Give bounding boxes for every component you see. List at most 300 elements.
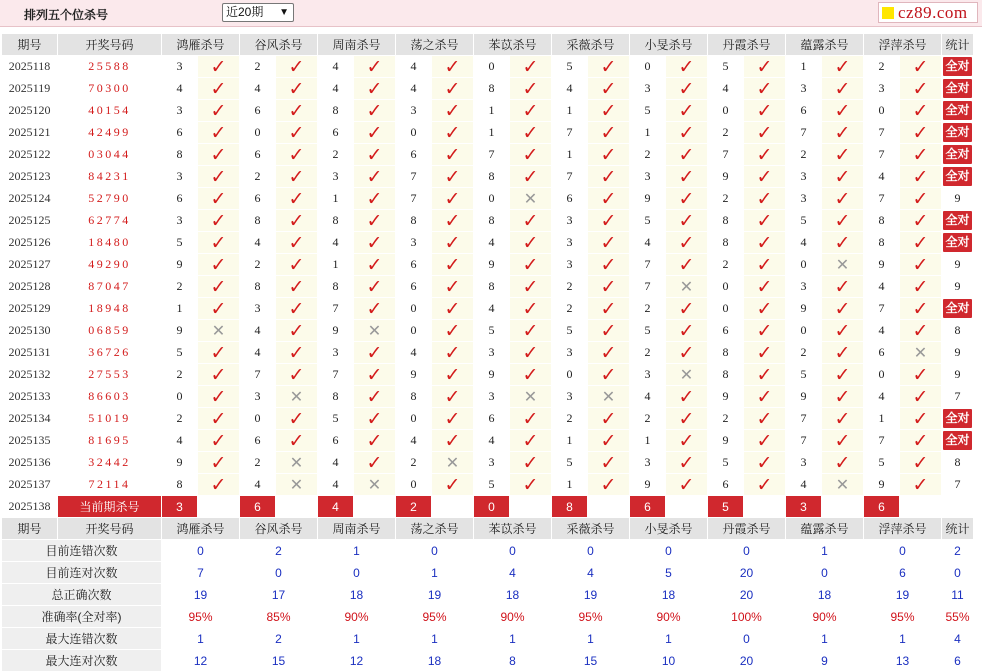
kill-number-cell: 8 xyxy=(396,386,432,408)
kill-number-cell: 3 xyxy=(552,386,588,408)
checkmark-icon: ✓ xyxy=(756,55,773,78)
kill-number-cell: 0 xyxy=(786,320,822,342)
win-number-cell: 49290 xyxy=(58,254,162,276)
stat-value: 4 xyxy=(942,628,974,650)
correct-count: 7 xyxy=(954,389,961,403)
result-cell xyxy=(744,408,786,430)
checkmark-icon: ✓ xyxy=(756,187,773,210)
correct-count: 9 xyxy=(954,279,961,293)
result-cell xyxy=(666,188,708,210)
kill-number-cell: 7 xyxy=(318,298,354,320)
result-cell xyxy=(900,210,942,232)
checkmark-icon: ✓ xyxy=(288,297,305,320)
header-killer[interactable]: 周南杀号 xyxy=(318,518,396,540)
result-cell xyxy=(822,56,864,78)
win-number-cell: 42499 xyxy=(58,122,162,144)
kill-number-cell: 5 xyxy=(162,232,198,254)
kill-number-cell: 6 xyxy=(864,342,900,364)
checkmark-icon: ✓ xyxy=(834,429,851,452)
stat-cell xyxy=(942,254,974,276)
header-killer[interactable]: 蕴露杀号 xyxy=(786,518,864,540)
kill-number-cell: 2 xyxy=(396,452,432,474)
stat-value: 18 xyxy=(318,584,396,606)
stat-cell xyxy=(942,452,974,474)
result-cell xyxy=(510,430,552,452)
kill-number-cell: 7 xyxy=(708,144,744,166)
checkmark-icon: ✓ xyxy=(210,121,227,144)
result-cell xyxy=(276,188,318,210)
kill-number-cell: 9 xyxy=(708,430,744,452)
stat-value: 8 xyxy=(474,650,552,672)
result-cell xyxy=(276,56,318,78)
result-cell xyxy=(822,78,864,100)
kill-number-cell: 7 xyxy=(630,276,666,298)
stat-label: 最大连错次数 xyxy=(2,628,162,650)
kill-number-cell: 7 xyxy=(552,166,588,188)
header-killer[interactable]: 荡之杀号 xyxy=(396,518,474,540)
checkmark-icon: ✓ xyxy=(834,407,851,430)
result-cell xyxy=(276,144,318,166)
checkmark-icon: ✓ xyxy=(444,77,461,100)
stat-cell xyxy=(942,298,974,320)
kill-number-cell: 4 xyxy=(630,232,666,254)
cross-icon: ✕ xyxy=(367,320,382,340)
checkmark-icon: ✓ xyxy=(678,473,695,496)
result-cell xyxy=(510,474,552,496)
stat-value: 6 xyxy=(942,650,974,672)
result-cell xyxy=(822,210,864,232)
correct-count: 9 xyxy=(954,257,961,271)
result-cell xyxy=(900,144,942,166)
kill-number-cell: 6 xyxy=(162,188,198,210)
checkmark-icon: ✓ xyxy=(366,275,383,298)
cross-icon: ✕ xyxy=(523,386,538,406)
result-cell xyxy=(432,474,474,496)
result-cell xyxy=(432,452,474,474)
kill-number-cell: 9 xyxy=(708,166,744,188)
kill-number-cell: 0 xyxy=(864,100,900,122)
kill-number-cell: 7 xyxy=(864,122,900,144)
kill-number-cell: 6 xyxy=(240,188,276,210)
win-number-cell: 86603 xyxy=(58,386,162,408)
kill-number-cell: 3 xyxy=(552,210,588,232)
checkmark-icon: ✓ xyxy=(522,297,539,320)
result-cell xyxy=(432,166,474,188)
result-cell xyxy=(276,166,318,188)
result-cell xyxy=(510,166,552,188)
result-cell xyxy=(666,364,708,386)
stat-cell xyxy=(942,232,974,254)
checkmark-icon: ✓ xyxy=(210,275,227,298)
stat-value: 9 xyxy=(786,650,864,672)
kill-number-cell: 6 xyxy=(708,474,744,496)
kill-number-cell: 6 xyxy=(708,320,744,342)
header-killer[interactable]: 丹霞杀号 xyxy=(708,34,786,56)
kill-number-cell: 3 xyxy=(162,100,198,122)
kill-number-cell: 5 xyxy=(162,342,198,364)
kill-number-cell: 0 xyxy=(396,298,432,320)
header-killer[interactable]: 浮萍杀号 xyxy=(864,518,942,540)
result-cell xyxy=(354,254,396,276)
result-cell xyxy=(900,452,942,474)
checkmark-icon: ✓ xyxy=(444,253,461,276)
table-row xyxy=(2,364,974,386)
stat-cell xyxy=(942,320,974,342)
win-number-cell: 72114 xyxy=(58,474,162,496)
kill-number-cell: 3 xyxy=(474,452,510,474)
stat-value: 0 xyxy=(396,540,474,562)
stat-value: 4 xyxy=(552,562,630,584)
stat-value: 90% xyxy=(786,606,864,628)
period-cell: 2025124 xyxy=(2,188,58,210)
checkmark-icon: ✓ xyxy=(756,275,773,298)
kill-number-cell: 2 xyxy=(630,342,666,364)
checkmark-icon: ✓ xyxy=(288,209,305,232)
header-killer[interactable]: 蕴露杀号 xyxy=(786,34,864,56)
current-kill-number: 3 xyxy=(786,496,822,518)
kill-number-cell: 0 xyxy=(708,276,744,298)
header-killer[interactable]: 采薇杀号 xyxy=(552,518,630,540)
stat-value: 90% xyxy=(474,606,552,628)
checkmark-icon: ✓ xyxy=(600,187,617,210)
kill-number-cell: 3 xyxy=(552,342,588,364)
kill-number-cell: 8 xyxy=(318,386,354,408)
checkmark-icon: ✓ xyxy=(366,99,383,122)
current-empty-cell xyxy=(354,496,396,518)
checkmark-icon: ✓ xyxy=(834,385,851,408)
kill-number-cell: 3 xyxy=(474,386,510,408)
kill-number-cell: 2 xyxy=(162,408,198,430)
result-cell xyxy=(354,386,396,408)
kill-number-cell: 2 xyxy=(630,408,666,430)
current-kill-number: 6 xyxy=(630,496,666,518)
result-cell xyxy=(900,430,942,452)
checkmark-icon: ✓ xyxy=(678,165,695,188)
stat-value: 95% xyxy=(864,606,942,628)
stat-row xyxy=(2,562,974,584)
table-row xyxy=(2,298,974,320)
result-cell xyxy=(198,298,240,320)
result-cell xyxy=(666,78,708,100)
period-cell: 2025126 xyxy=(2,232,58,254)
kill-number-cell: 0 xyxy=(240,122,276,144)
result-cell xyxy=(354,78,396,100)
header-killer[interactable]: 鸿雁杀号 xyxy=(162,518,240,540)
header-killer[interactable]: 荡之杀号 xyxy=(396,34,474,56)
result-cell xyxy=(432,298,474,320)
kill-number-cell: 4 xyxy=(162,430,198,452)
cross-icon: ✕ xyxy=(913,342,928,362)
kill-number-cell: 8 xyxy=(864,210,900,232)
result-cell xyxy=(900,364,942,386)
header-killer[interactable]: 采薇杀号 xyxy=(552,34,630,56)
kill-number-cell: 1 xyxy=(474,122,510,144)
checkmark-icon: ✓ xyxy=(678,143,695,166)
kill-number-cell: 7 xyxy=(786,122,822,144)
kill-number-cell: 3 xyxy=(396,232,432,254)
stat-value: 0 xyxy=(708,628,786,650)
checkmark-icon: ✓ xyxy=(756,297,773,320)
stat-value: 1 xyxy=(552,628,630,650)
kill-number-cell: 3 xyxy=(552,232,588,254)
current-kill-number: 8 xyxy=(552,496,588,518)
period-cell: 2025135 xyxy=(2,430,58,452)
result-cell xyxy=(276,386,318,408)
checkmark-icon: ✓ xyxy=(444,341,461,364)
checkmark-icon: ✓ xyxy=(366,253,383,276)
result-cell xyxy=(822,430,864,452)
current-empty-cell xyxy=(432,496,474,518)
checkmark-icon: ✓ xyxy=(834,363,851,386)
header-killer[interactable]: 谷风杀号 xyxy=(240,34,318,56)
result-cell xyxy=(666,408,708,430)
kill-number-cell: 4 xyxy=(240,232,276,254)
result-cell xyxy=(276,430,318,452)
kill-number-cell: 5 xyxy=(318,408,354,430)
result-cell xyxy=(198,122,240,144)
checkmark-icon: ✓ xyxy=(912,209,929,232)
stat-value: 12 xyxy=(318,650,396,672)
kill-number-cell: 0 xyxy=(864,364,900,386)
result-cell xyxy=(510,188,552,210)
table-row xyxy=(2,56,974,78)
table-row xyxy=(2,254,974,276)
result-cell xyxy=(666,342,708,364)
stat-value: 10 xyxy=(630,650,708,672)
period-cell: 2025123 xyxy=(2,166,58,188)
current-empty-cell xyxy=(276,496,318,518)
top-bar xyxy=(0,0,982,27)
kill-number-cell: 3 xyxy=(552,254,588,276)
header-killer[interactable]: 苯苡杀号 xyxy=(474,34,552,56)
stat-value: 0 xyxy=(162,540,240,562)
kill-number-cell: 5 xyxy=(552,56,588,78)
period-cell: 2025133 xyxy=(2,386,58,408)
kill-number-cell: 5 xyxy=(630,100,666,122)
checkmark-icon: ✓ xyxy=(210,363,227,386)
stat-value: 1 xyxy=(864,628,942,650)
result-cell xyxy=(354,276,396,298)
table-row xyxy=(2,408,974,430)
result-cell xyxy=(588,78,630,100)
kill-number-cell: 2 xyxy=(630,144,666,166)
stat-cell xyxy=(942,144,974,166)
stat-value: 0 xyxy=(552,540,630,562)
checkmark-icon: ✓ xyxy=(522,253,539,276)
site-logo[interactable] xyxy=(878,2,978,23)
result-cell xyxy=(900,56,942,78)
kill-number-cell: 4 xyxy=(240,320,276,342)
header-win-number: 开奖号码 xyxy=(58,518,162,540)
result-cell xyxy=(666,276,708,298)
kill-number-cell: 3 xyxy=(318,342,354,364)
kill-number-cell: 5 xyxy=(552,452,588,474)
kill-number-cell: 6 xyxy=(240,144,276,166)
kill-number-cell: 0 xyxy=(708,100,744,122)
checkmark-icon: ✓ xyxy=(912,297,929,320)
win-number-cell: 70300 xyxy=(58,78,162,100)
header-killer[interactable]: 丹霞杀号 xyxy=(708,518,786,540)
checkmark-icon: ✓ xyxy=(366,297,383,320)
result-cell xyxy=(900,122,942,144)
kill-number-cell: 7 xyxy=(396,166,432,188)
kill-number-cell: 7 xyxy=(864,298,900,320)
checkmark-icon: ✓ xyxy=(756,209,773,232)
kill-number-cell: 7 xyxy=(240,364,276,386)
kill-number-cell: 6 xyxy=(318,122,354,144)
current-kill-number: 6 xyxy=(864,496,900,518)
checkmark-icon: ✓ xyxy=(600,143,617,166)
header-killer[interactable]: 浮萍杀号 xyxy=(864,34,942,56)
header-killer[interactable]: 周南杀号 xyxy=(318,34,396,56)
stat-cell xyxy=(942,342,974,364)
stat-value: 12 xyxy=(162,650,240,672)
header-killer[interactable]: 鸿雁杀号 xyxy=(162,34,240,56)
result-cell xyxy=(510,78,552,100)
stat-cell xyxy=(942,210,974,232)
stat-value: 20 xyxy=(708,584,786,606)
checkmark-icon: ✓ xyxy=(288,407,305,430)
stat-value: 1 xyxy=(474,628,552,650)
win-number-cell: 27553 xyxy=(58,364,162,386)
checkmark-icon: ✓ xyxy=(678,341,695,364)
stat-value: 1 xyxy=(162,628,240,650)
checkmark-icon: ✓ xyxy=(366,231,383,254)
kill-number-cell: 4 xyxy=(708,78,744,100)
result-cell xyxy=(432,100,474,122)
table-row xyxy=(2,78,974,100)
kill-number-cell: 2 xyxy=(786,342,822,364)
result-cell xyxy=(198,408,240,430)
checkmark-icon: ✓ xyxy=(210,231,227,254)
checkmark-icon: ✓ xyxy=(210,143,227,166)
kill-number-cell: 3 xyxy=(240,386,276,408)
checkmark-icon: ✓ xyxy=(600,77,617,100)
kill-number-cell: 1 xyxy=(318,188,354,210)
kill-number-cell: 0 xyxy=(474,188,510,210)
kill-number-cell: 7 xyxy=(864,144,900,166)
header-killer[interactable]: 小旻杀号 xyxy=(630,34,708,56)
stat-value: 95% xyxy=(552,606,630,628)
result-cell xyxy=(900,320,942,342)
kill-number-cell: 6 xyxy=(240,100,276,122)
checkmark-icon: ✓ xyxy=(756,407,773,430)
result-cell xyxy=(666,210,708,232)
result-cell xyxy=(588,474,630,496)
checkmark-icon: ✓ xyxy=(210,209,227,232)
kill-number-cell: 3 xyxy=(630,364,666,386)
header-stat: 统计 xyxy=(942,518,974,540)
checkmark-icon: ✓ xyxy=(444,319,461,342)
current-period-row xyxy=(2,496,974,518)
header-killer[interactable]: 谷风杀号 xyxy=(240,518,318,540)
kill-number-cell: 4 xyxy=(396,342,432,364)
result-cell xyxy=(822,122,864,144)
current-kill-number: 0 xyxy=(474,496,510,518)
all-correct-badge: 全对 xyxy=(943,211,972,230)
stat-value: 95% xyxy=(396,606,474,628)
checkmark-icon: ✓ xyxy=(912,187,929,210)
checkmark-icon: ✓ xyxy=(600,209,617,232)
result-cell xyxy=(276,474,318,496)
result-cell xyxy=(744,254,786,276)
result-cell xyxy=(276,254,318,276)
result-cell xyxy=(744,144,786,166)
result-cell xyxy=(666,166,708,188)
result-cell xyxy=(432,408,474,430)
period-cell: 2025120 xyxy=(2,100,58,122)
result-cell xyxy=(744,276,786,298)
result-cell xyxy=(510,452,552,474)
checkmark-icon: ✓ xyxy=(444,165,461,188)
checkmark-icon: ✓ xyxy=(600,319,617,342)
kill-number-cell: 1 xyxy=(162,298,198,320)
kill-number-cell: 6 xyxy=(552,188,588,210)
result-cell xyxy=(822,474,864,496)
period-cell: 2025127 xyxy=(2,254,58,276)
period-cell: 2025119 xyxy=(2,78,58,100)
stat-value: 4 xyxy=(474,562,552,584)
result-cell xyxy=(354,408,396,430)
checkmark-icon: ✓ xyxy=(912,385,929,408)
checkmark-icon: ✓ xyxy=(522,209,539,232)
period-range-select[interactable] xyxy=(222,3,294,22)
kill-number-cell: 4 xyxy=(396,430,432,452)
checkmark-icon: ✓ xyxy=(912,77,929,100)
checkmark-icon: ✓ xyxy=(678,55,695,78)
result-cell xyxy=(588,408,630,430)
checkmark-icon: ✓ xyxy=(756,253,773,276)
result-cell xyxy=(432,232,474,254)
stat-value: 0 xyxy=(708,540,786,562)
kill-number-table xyxy=(2,34,974,672)
kill-number-cell: 2 xyxy=(708,408,744,430)
checkmark-icon: ✓ xyxy=(210,473,227,496)
checkmark-icon: ✓ xyxy=(444,275,461,298)
checkmark-icon: ✓ xyxy=(366,363,383,386)
stat-row xyxy=(2,584,974,606)
result-cell xyxy=(744,232,786,254)
kill-number-cell: 4 xyxy=(240,342,276,364)
kill-number-cell: 1 xyxy=(474,100,510,122)
kill-number-cell: 3 xyxy=(318,166,354,188)
win-number-cell: 25588 xyxy=(58,56,162,78)
header-killer[interactable]: 苯苡杀号 xyxy=(474,518,552,540)
checkmark-icon: ✓ xyxy=(756,385,773,408)
result-cell xyxy=(432,342,474,364)
kill-number-cell: 4 xyxy=(396,56,432,78)
header-win-number: 开奖号码 xyxy=(58,34,162,56)
result-cell xyxy=(900,386,942,408)
kill-number-cell: 8 xyxy=(708,210,744,232)
period-cell: 2025121 xyxy=(2,122,58,144)
checkmark-icon: ✓ xyxy=(834,209,851,232)
kill-number-cell: 3 xyxy=(786,166,822,188)
checkmark-icon: ✓ xyxy=(288,187,305,210)
result-cell xyxy=(432,188,474,210)
result-cell xyxy=(432,56,474,78)
result-cell xyxy=(666,298,708,320)
result-cell xyxy=(432,144,474,166)
stat-value: 18 xyxy=(396,650,474,672)
checkmark-icon: ✓ xyxy=(756,77,773,100)
result-cell xyxy=(510,276,552,298)
result-cell xyxy=(666,430,708,452)
result-cell xyxy=(198,474,240,496)
checkmark-icon: ✓ xyxy=(522,231,539,254)
header-killer[interactable]: 小旻杀号 xyxy=(630,518,708,540)
cross-icon: ✕ xyxy=(679,364,694,384)
